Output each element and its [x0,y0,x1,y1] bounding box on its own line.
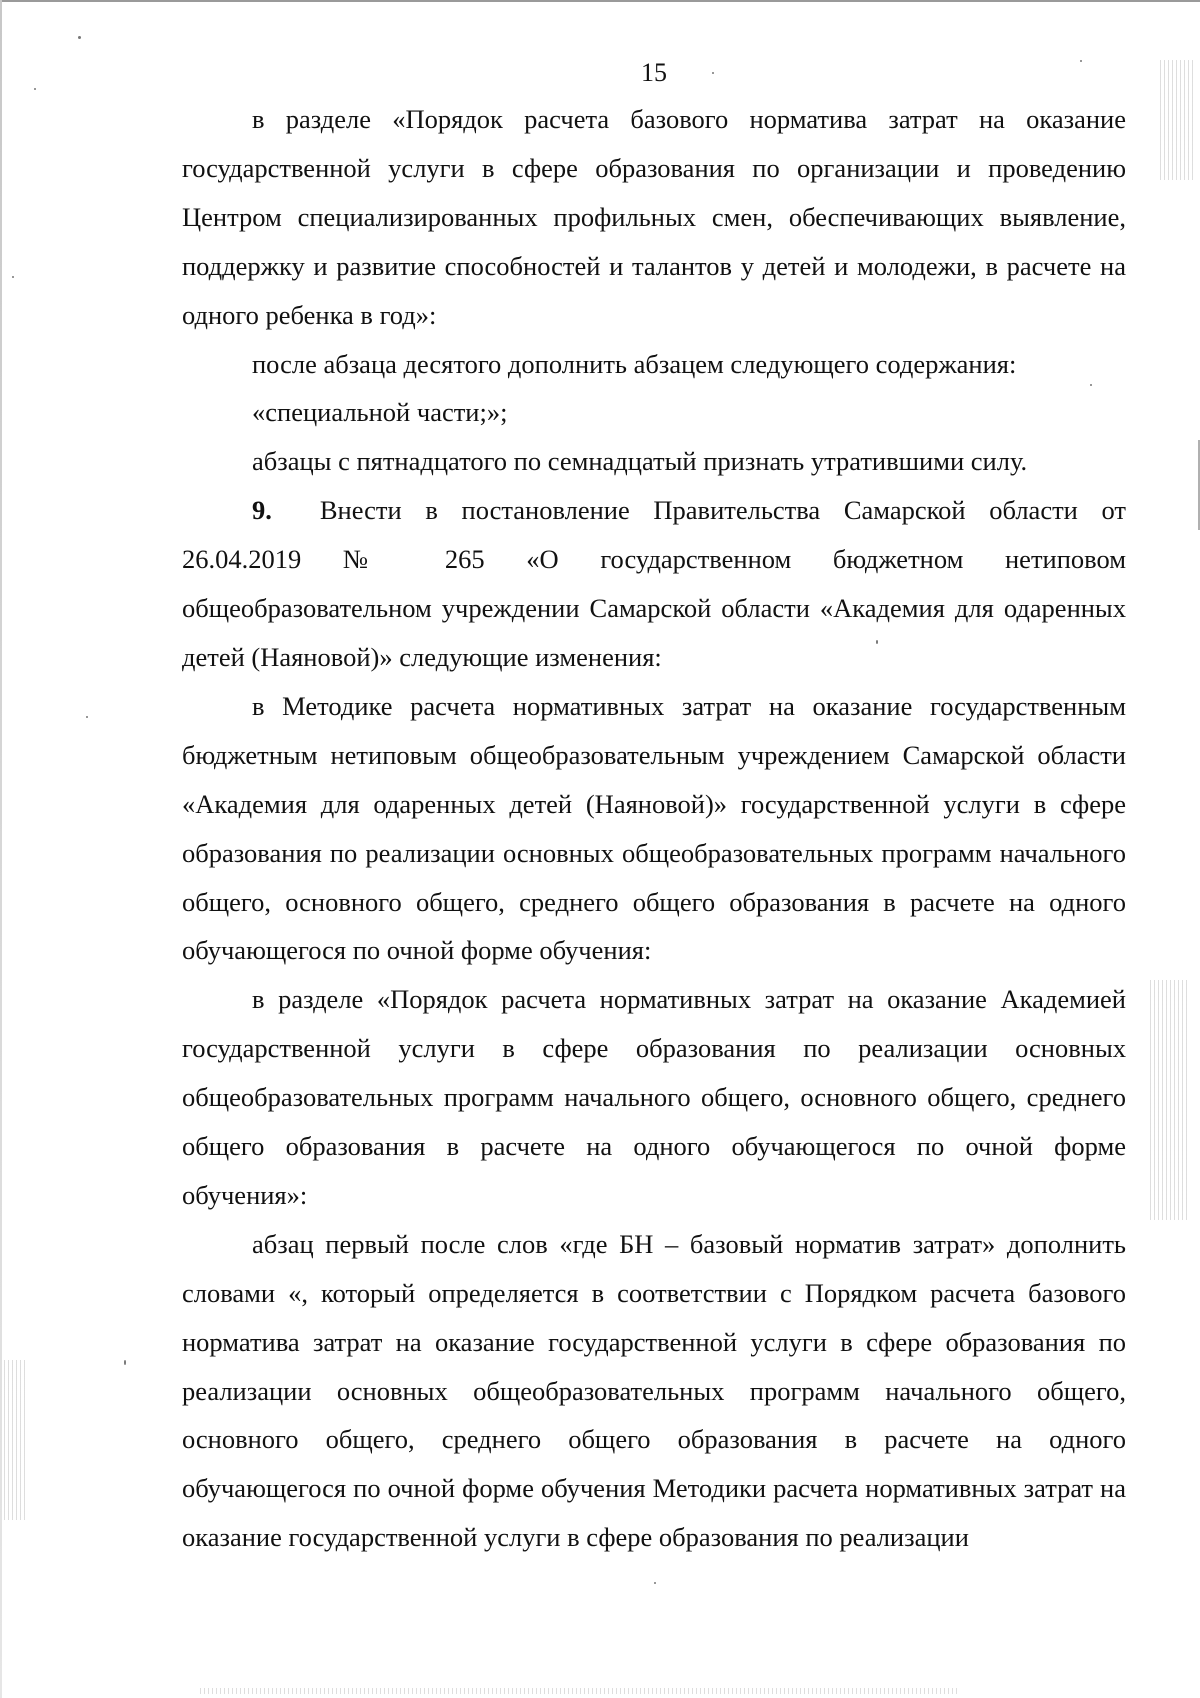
paragraph: в Методике расчета нормативных затрат на оказание государственным бюджетным нетиповым общеобразовательным учреждением Самарской области «Академия для одаренных детей (Наяновой)» государственной услуги в сфере образования по реализации основных общеобразовательных программ начального общего, основного общего, среднего общего образования в расчете на одного обучающегося по очной форме обучения: [182,690,1126,966]
paragraph: в разделе «Порядок расчета базового норматива затрат на оказание государственной услуги в сфере образования по организации и проведению Центром специализированных профильных смен, обеспечивающих выявление, поддержку и развитие способностей и талантов у детей и молодежи, в расчете на одного ребенка в год»: [182,104,1126,330]
point-text: Внести в постановление Правительства Самарской области от 26.04.2019 № 265 «О государственном бюджетном нетиповом общеобразовательном учреждении Самарской области «Академия для одаренных детей (Наяновой)» следующие изменения: [182,495,1126,672]
scan-noise-left [4,1360,26,1520]
scan-speck [86,716,88,718]
paragraph: в разделе «Порядок расчета нормативных затрат на оказание Академией государственной услуги в сфере образования по реализации основных общеобразовательных программ начального общего, основного общего, среднего общего образования в расчете на одного обучающегося по очной форме обучения»: [182,984,1126,1210]
point-9-paragraph [182,486,1126,682]
scan-noise-bottom [200,1688,960,1694]
scan-speck [78,36,81,39]
scan-speck [124,1360,126,1365]
scan-speck [654,1582,656,1584]
scan-noise-right [1150,980,1190,1220]
scan-speck [12,276,14,278]
scan-edge-left [0,0,2,1698]
paragraph: абзацы с пятнадцатого по семнадцатый признать утратившими силу. [252,446,1028,477]
scan-speck [34,88,36,90]
scan-edge-top [0,0,1200,2]
paragraph: после абзаца десятого дополнить абзацем следующего содержания: [252,348,1017,379]
paragraph: «специальной части;»; [252,397,508,428]
page-number: 15 [641,58,667,87]
point-number: 9. [252,495,272,526]
document-body [182,95,1126,1562]
paragraph: абзац первый после слов «где БН – базовый норматив затрат» дополнить словами «, который определяется в соответствии с Порядком расчета базового норматива затрат на оказание государственной услуги в сфере образования по реализации основных общеобразовательных программ начального общего, основного общего, среднего общего образования в расчете на одного обучающегося по очной форме обучения Методики расчета нормативных затрат на оказание государственной услуги в сфере образования по реализации [182,1228,1126,1553]
